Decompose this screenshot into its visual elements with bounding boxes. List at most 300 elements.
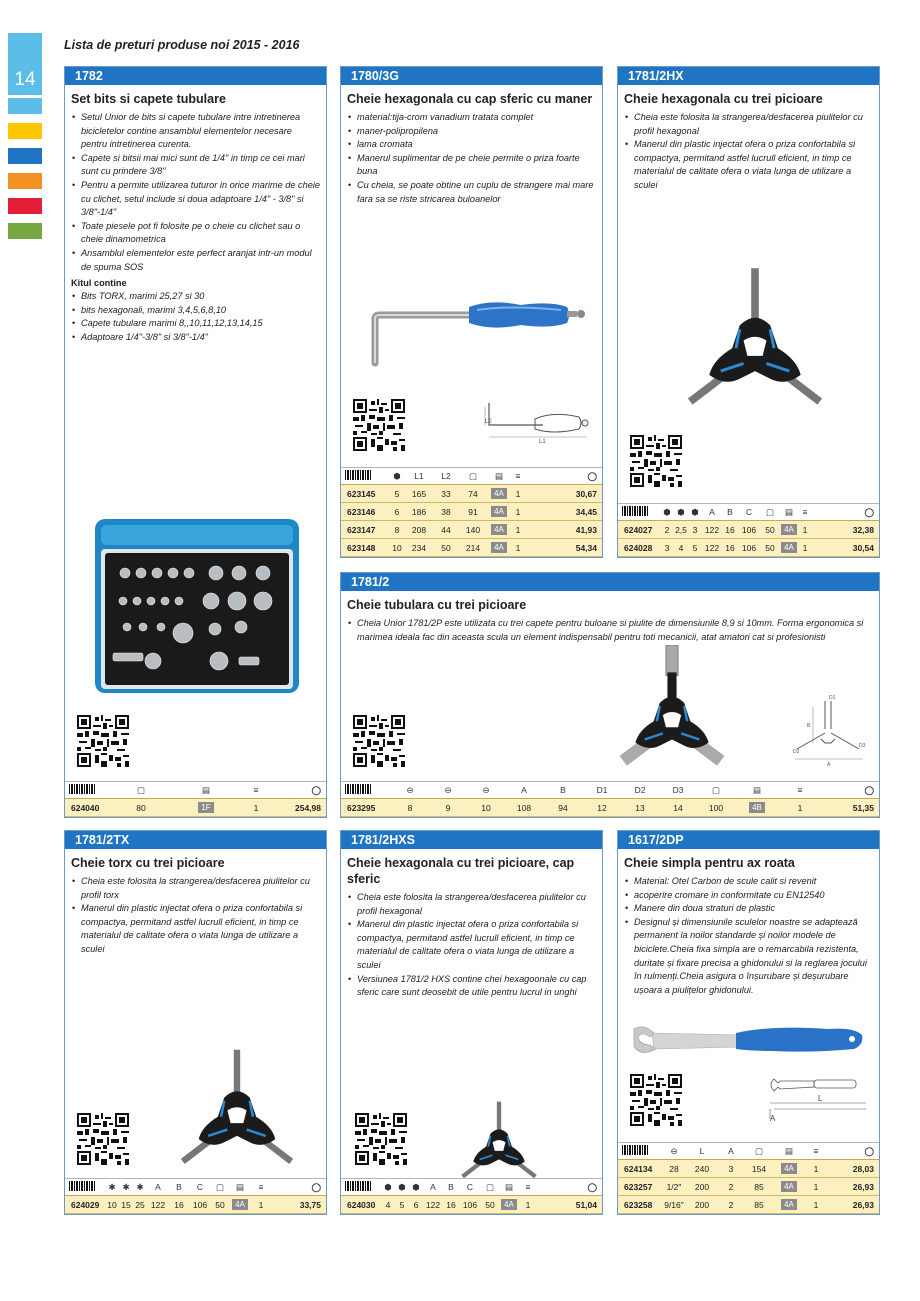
qr-code <box>630 1074 682 1126</box>
col-header: B <box>176 1182 182 1192</box>
size-cell: 3 <box>692 524 698 535</box>
product-title: Cheie hexagonala cu trei picioare, cap sferic <box>347 856 575 886</box>
l1-cell: 165 <box>411 488 427 499</box>
package-icon: ▤ <box>784 506 794 517</box>
qr-code <box>353 715 405 767</box>
kit-item: • Bits TORX, marimi 25,27 si 30 <box>71 290 320 304</box>
hex-icon: ⬢ <box>384 1181 392 1192</box>
feature-item: • Setul Unior de bits si capete tubulare intre intretinerea bicicletelor contine ansamblul elementelor necesare pentru intretinerea curenta. <box>71 111 320 152</box>
price-table <box>341 467 602 557</box>
quantity-cell: 1 <box>813 1163 819 1174</box>
price-cell: 28,03 <box>852 1163 874 1174</box>
feature-item: • Manerul din plastic injectat ofera o priza confortabila si compactya, permitand astfel lucrull eficient, in timp ce materialul de calitate ofera o viata lunga de utilizare a sculei <box>624 138 873 192</box>
weight-icon: ▢ <box>468 470 478 481</box>
d3-cell: 14 <box>673 802 683 813</box>
product-code-header: 1781/2 <box>341 573 879 591</box>
table-row <box>341 503 602 521</box>
col-header: A <box>155 1182 161 1192</box>
package-icon: ▤ <box>504 1181 514 1192</box>
product-code-header: 1781/2TX <box>65 831 326 849</box>
quantity-icon: ≡ <box>802 507 808 517</box>
product-code: 623295 <box>347 802 376 813</box>
b-cell: 16 <box>174 1199 184 1210</box>
product-image-three-way-torx <box>169 1037 305 1171</box>
hex-icon: ⬢ <box>393 470 401 481</box>
table-header <box>65 781 326 799</box>
product-image-three-way-hex <box>670 253 840 413</box>
product-code-header: 1781/2HXS <box>341 831 602 849</box>
l1-cell: 234 <box>411 542 427 553</box>
product-code-header: 1617/2DP <box>618 831 879 849</box>
price-cell: 41,93 <box>575 524 597 535</box>
product-code: 623145 <box>347 488 376 499</box>
product-code: 624040 <box>71 802 100 813</box>
qr-code <box>353 399 405 451</box>
product-code: 623148 <box>347 542 376 553</box>
table-header <box>65 1178 326 1196</box>
a-cell: 2 <box>728 1181 734 1192</box>
page-title: Lista de preturi produse noi 2015 - 2016 <box>64 38 300 52</box>
weight-cell: 154 <box>751 1163 767 1174</box>
size-cell: 6 <box>394 506 400 517</box>
size-cell: 2,5 <box>675 524 687 535</box>
feature-list <box>65 873 326 957</box>
size-cell: 8 <box>407 802 413 813</box>
feature-item: • material:tija-crom vanadium tratata complet <box>347 111 596 125</box>
col-header: D2 <box>634 785 646 795</box>
col-header: D1 <box>596 785 608 795</box>
hex-icon: ⬢ <box>663 506 671 517</box>
weight-cell: 50 <box>485 1199 495 1210</box>
dimension-drawing <box>483 395 595 445</box>
weight-cell: 50 <box>215 1199 225 1210</box>
qr-code <box>355 1113 407 1165</box>
col-header: C <box>745 507 753 517</box>
a-cell: 3 <box>728 1163 734 1174</box>
col-header: A <box>430 1182 436 1192</box>
page-number-tab <box>8 33 42 95</box>
col-header: A <box>709 507 715 517</box>
feature-item: • Cheia este folosita la strangerea/desfacerea piulitelor cu profil hexagonal <box>624 111 873 138</box>
dim-label: L1 <box>539 439 546 445</box>
socket-icon: ⊖ <box>406 784 414 795</box>
coins-icon: ◯ <box>311 1181 321 1192</box>
l-cell: 200 <box>694 1199 710 1210</box>
barcode-icon <box>618 1145 662 1157</box>
table-header <box>618 1142 879 1160</box>
pack-badge: 4A <box>781 1181 797 1192</box>
coins-icon: ◯ <box>587 470 597 481</box>
dim-label: A <box>827 762 831 767</box>
coins-icon: ◯ <box>864 784 874 795</box>
product-title: Set bits si capete tubulare <box>71 92 226 106</box>
torx-icon: ✱ <box>122 1181 130 1192</box>
feature-item: • Manerul din plastic injectat ofera o priza confortabila si compactya, permitand astfel lucrull eficient, in timp ce materialul de calitate ofera o viata lunga de utilizare a sculei <box>347 918 596 972</box>
col-header: L <box>699 1146 705 1156</box>
pack-badge: 4A <box>491 542 507 553</box>
b-cell: 94 <box>558 802 568 813</box>
col-header: L2 <box>441 471 451 481</box>
barcode-icon <box>618 506 660 518</box>
feature-list <box>618 873 879 997</box>
l-cell: 240 <box>694 1163 710 1174</box>
coins-icon: ◯ <box>864 506 874 517</box>
dim-label: D3 <box>859 743 866 749</box>
product-title: Cheie tubulara cu trei picioare <box>347 598 527 612</box>
price-cell: 33,75 <box>299 1199 321 1210</box>
hex-icon: ⬢ <box>412 1181 420 1192</box>
feature-item: • Manere din doua straturi de plastic <box>624 902 873 916</box>
kit-subtitle: Kitul contine <box>71 278 127 289</box>
weight-cell: 74 <box>468 488 478 499</box>
product-code: 624030 <box>347 1199 376 1210</box>
price-cell: 32,38 <box>852 524 874 535</box>
color-swatch-yellow <box>8 123 42 139</box>
price-cell: 51,35 <box>852 802 874 813</box>
dim-label: L <box>818 1094 823 1103</box>
table-row <box>618 1160 879 1178</box>
package-icon: ▤ <box>494 470 504 481</box>
b-cell: 16 <box>446 1199 456 1210</box>
feature-list <box>341 889 602 1000</box>
pack-badge: 4A <box>781 1199 797 1210</box>
quantity-cell: 1 <box>525 1199 531 1210</box>
size-cell: 5 <box>399 1199 405 1210</box>
quantity-icon: ≡ <box>515 471 521 481</box>
product-code: 623258 <box>624 1199 653 1210</box>
color-swatch-red <box>8 198 42 214</box>
c-cell: 106 <box>192 1199 208 1210</box>
feature-item: • Cheia este folosita la strangerea/desfacerea piulitelor cu profil torx <box>71 875 320 902</box>
package-icon: ▤ <box>235 1181 245 1192</box>
product-title: Cheie hexagonala cu trei picioare <box>624 92 823 106</box>
col-header: B <box>560 785 566 795</box>
size-cell: 10 <box>392 542 402 553</box>
product-code-header: 1780/3G <box>341 67 602 85</box>
weight-cell: 85 <box>754 1199 764 1210</box>
col-header: C <box>196 1182 204 1192</box>
socket-icon: ⊖ <box>482 784 490 795</box>
product-panel-1781-2hxs <box>340 830 603 1215</box>
size-cell: 4 <box>385 1199 391 1210</box>
table-row <box>341 799 879 817</box>
table-header <box>618 503 879 521</box>
feature-item: • Versiunea 1781/2 HXS contine chei hexagoonale cu cap sferic care sunt deosebit de utile pentru lucrul in unghi <box>347 973 596 1000</box>
a-cell: 108 <box>516 802 532 813</box>
size-cell: 15 <box>121 1199 131 1210</box>
pack-badge: 4A <box>781 542 797 553</box>
feature-item: • acoperire cromare in conformitate cu EN12540 <box>624 889 873 903</box>
l2-cell: 33 <box>441 488 451 499</box>
dim-label: L2 <box>485 419 492 425</box>
l2-cell: 44 <box>441 524 451 535</box>
product-image-bit-set-case <box>91 515 303 697</box>
c-cell: 106 <box>462 1199 478 1210</box>
product-image-three-way-socket <box>595 645 749 773</box>
product-code: 623146 <box>347 506 376 517</box>
l2-cell: 50 <box>441 542 451 553</box>
feature-item: • Manerul suplimentar de pe cheie permite o priza foarte buna <box>347 152 596 179</box>
table-row <box>618 1178 879 1196</box>
feature-item: • lama cromata <box>347 138 596 152</box>
color-swatch-light-blue <box>8 98 42 114</box>
weight-cell: 50 <box>765 542 775 553</box>
product-panel-1780-3g <box>340 66 603 558</box>
quantity-cell: 1 <box>802 542 808 553</box>
weight-icon: ▢ <box>215 1181 225 1192</box>
size-cell: 5 <box>692 542 698 553</box>
weight-cell: 214 <box>465 542 481 553</box>
col-header: C <box>466 1182 474 1192</box>
c-cell: 106 <box>741 542 757 553</box>
price-cell: 34,45 <box>575 506 597 517</box>
product-code-header: 1782 <box>65 67 326 85</box>
feature-list <box>341 615 879 644</box>
size-cell: 9/16" <box>664 1199 684 1210</box>
socket-icon: ⊖ <box>444 784 452 795</box>
size-cell: 25 <box>135 1199 145 1210</box>
product-panel-1782 <box>64 66 327 818</box>
pack-badge: 4B <box>749 802 765 813</box>
size-cell: 3 <box>664 542 670 553</box>
torx-icon: ✱ <box>108 1181 116 1192</box>
product-code: 623257 <box>624 1181 653 1192</box>
a-cell: 122 <box>704 524 720 535</box>
size-cell: 9 <box>445 802 451 813</box>
kit-item: • Adaptoare 1/4"-3/8" si 3/8"-1/4" <box>71 331 320 345</box>
hex-icon: ⬢ <box>398 1181 406 1192</box>
coins-icon: ◯ <box>587 1181 597 1192</box>
size-cell: 5 <box>394 488 400 499</box>
product-panel-1781-2 <box>340 572 880 818</box>
a-cell: 122 <box>150 1199 166 1210</box>
quantity-cell: 1 <box>515 524 521 535</box>
price-cell: 54,34 <box>575 542 597 553</box>
price-cell: 30,67 <box>575 488 597 499</box>
table-row <box>341 539 602 557</box>
table-row <box>341 1196 602 1214</box>
price-table <box>65 1178 326 1214</box>
product-panel-1617-2dp <box>617 830 880 1215</box>
price-cell: 30,54 <box>852 542 874 553</box>
pack-badge: 1F <box>198 802 213 813</box>
c-cell: 106 <box>741 524 757 535</box>
pack-badge: 4A <box>501 1199 517 1210</box>
dim-label: A <box>770 1114 776 1123</box>
col-header: B <box>727 507 733 517</box>
quantity-cell: 1 <box>515 542 521 553</box>
feature-item: • Cheia este folosita la strangerea/desfacerea piulitelor cu profil hexagonal <box>347 891 596 918</box>
color-swatch-blue <box>8 148 42 164</box>
hex-icon: ⬢ <box>691 506 699 517</box>
table-header <box>341 1178 602 1196</box>
feature-item: • maner-polipropilena <box>347 125 596 139</box>
product-code: 624028 <box>624 542 653 553</box>
price-cell: 254,98 <box>295 802 321 813</box>
size-cell: 1/2" <box>666 1181 682 1192</box>
col-header: A <box>521 785 527 795</box>
price-cell: 26,93 <box>852 1199 874 1210</box>
price-table <box>618 503 879 557</box>
product-image-three-way-ball-hex <box>449 1093 549 1183</box>
quantity-cell: 1 <box>515 506 521 517</box>
weight-cell: 85 <box>754 1181 764 1192</box>
quantity-cell: 1 <box>797 802 803 813</box>
product-code: 623147 <box>347 524 376 535</box>
table-row <box>618 539 879 557</box>
product-panel-1781-2tx <box>64 830 327 1215</box>
table-row <box>65 1196 326 1214</box>
feature-item: • Ansamblul elementelor este perfect aranjat intr-un modul de spuma SOS <box>71 247 320 274</box>
feature-list <box>618 109 879 193</box>
wrench-size-icon: ⊖ <box>670 1145 678 1156</box>
product-code: 624029 <box>71 1199 100 1210</box>
pack-badge: 4A <box>781 1163 797 1174</box>
feature-item: • Pentru a permite utilizarea tuturor in orice marime de cheie cu clichet, setul include si doua adaptoare 1/4" - 3/8" si 3/8"-1/4" <box>71 179 320 220</box>
table-row <box>341 485 602 503</box>
product-code: 624027 <box>624 524 653 535</box>
weight-cell: 50 <box>765 524 775 535</box>
weight-icon: ▢ <box>485 1181 495 1192</box>
pack-badge: 4A <box>491 524 507 535</box>
weight-cell: 140 <box>465 524 481 535</box>
product-code-header: 1781/2HX <box>618 67 879 85</box>
col-header: L1 <box>414 471 424 481</box>
quantity-icon: ≡ <box>813 1146 819 1156</box>
quantity-cell: 1 <box>813 1181 819 1192</box>
col-header: D3 <box>672 785 684 795</box>
feature-list <box>341 109 602 206</box>
package-icon: ▤ <box>784 1145 794 1156</box>
weight-icon: ▢ <box>754 1145 764 1156</box>
weight-cell: 91 <box>468 506 478 517</box>
price-table <box>341 1178 602 1214</box>
package-icon: ▤ <box>201 784 211 795</box>
col-header: A <box>728 1146 734 1156</box>
product-code: 624134 <box>624 1163 653 1174</box>
package-icon: ▤ <box>752 784 762 795</box>
hex-icon: ⬢ <box>677 506 685 517</box>
dim-label: B <box>807 723 811 729</box>
barcode-icon <box>65 1181 105 1193</box>
price-table <box>65 781 326 817</box>
pack-badge: 4A <box>781 524 797 535</box>
dimension-drawing <box>791 693 871 767</box>
l1-cell: 186 <box>411 506 427 517</box>
color-swatch-orange <box>8 173 42 189</box>
quantity-cell: 1 <box>813 1199 819 1210</box>
size-cell: 10 <box>481 802 491 813</box>
product-title: Cheie torx cu trei picioare <box>71 856 225 870</box>
l-cell: 200 <box>694 1181 710 1192</box>
col-header: B <box>448 1182 454 1192</box>
dimension-drawing <box>766 1069 870 1123</box>
size-cell: 2 <box>664 524 670 535</box>
pack-badge: 4A <box>491 488 507 499</box>
qr-code <box>630 435 682 487</box>
quantity-cell: 1 <box>253 802 259 813</box>
page-number: 14 <box>14 69 36 90</box>
table-row <box>618 1196 879 1214</box>
pieces-cell: 80 <box>136 802 146 813</box>
a-cell: 122 <box>425 1199 441 1210</box>
product-panel-1781-2hx <box>617 66 880 558</box>
feature-item: • Capete si bitsii mai mici sunt de 1/4" in timp ce cei mari sunt cu prindere 3/8" <box>71 152 320 179</box>
feature-item: • Cheia Unior 1781/2P este utilizata cu trei capete pentru buloane si piulite de dimensiunile 8,9 si 10mm. Forma ergonomica si marimea ideala fac din aceasta scula un element indispensabil pentru toti mecanicii, atat amatori cat si profesionisti <box>347 617 873 644</box>
coins-icon: ◯ <box>864 1145 874 1156</box>
pack-badge: 4A <box>232 1199 248 1210</box>
l2-cell: 38 <box>441 506 451 517</box>
price-table <box>341 781 879 817</box>
torx-icon: ✱ <box>136 1181 144 1192</box>
quantity-icon: ≡ <box>525 1182 531 1192</box>
coins-icon: ◯ <box>311 784 321 795</box>
feature-item: • Designul și dimensiunile sculelor noastre se adaptează permanent la noilor standarde și noilor modele de biciclete.Cheia fixa simpla are o remarcabila rezistenta, duritate și fixare precisa a ghidonului si la reglarea jocului în rulmenți.Cheia asigura o înșurubare și deșurubare ușoara a piulițelor ghidonului. <box>624 916 873 998</box>
b-cell: 16 <box>725 542 735 553</box>
table-row <box>341 521 602 539</box>
qr-code <box>77 1113 129 1165</box>
d2-cell: 13 <box>635 802 645 813</box>
barcode-icon <box>65 784 121 796</box>
product-title: Cheie hexagonala cu cap sferic cu maner <box>347 92 593 106</box>
size-cell: 4 <box>678 542 684 553</box>
price-table <box>618 1142 879 1214</box>
quantity-cell: 1 <box>258 1199 264 1210</box>
price-cell: 51,04 <box>575 1199 597 1210</box>
feature-item: • Manerul din plastic injectat ofera o priza confortabila si compactya, permitand astfel lucrull eficient, in timp ce materialul de calitate ofera o viata lunga de utilizare a sculei <box>71 902 320 956</box>
kit-item: • Capete tubulare marimi 8,,10,11,12,13,14,15 <box>71 317 320 331</box>
a-cell: 2 <box>728 1199 734 1210</box>
l1-cell: 208 <box>411 524 427 535</box>
b-cell: 16 <box>725 524 735 535</box>
price-cell: 26,93 <box>852 1181 874 1192</box>
d1-cell: 12 <box>597 802 607 813</box>
dim-label: D2 <box>793 749 800 755</box>
feature-list <box>65 109 326 274</box>
barcode-icon <box>341 470 389 482</box>
color-swatch-green <box>8 223 42 239</box>
product-title: Cheie simpla pentru ax roata <box>624 856 795 870</box>
quantity-icon: ≡ <box>797 785 803 795</box>
table-row <box>65 799 326 817</box>
barcode-icon <box>341 784 391 796</box>
a-cell: 122 <box>704 542 720 553</box>
product-image-hex-key-handle <box>361 293 591 373</box>
kit-item: • bits hexagonali, marimi 3,4,5,6,8,10 <box>71 304 320 318</box>
quantity-cell: 1 <box>515 488 521 499</box>
barcode-icon <box>341 1181 381 1193</box>
kit-list <box>65 288 326 344</box>
weight-icon: ▢ <box>711 784 721 795</box>
size-cell: 6 <box>413 1199 419 1210</box>
weight-icon: ▢ <box>765 506 775 517</box>
size-cell: 10 <box>107 1199 117 1210</box>
table-header <box>341 781 879 799</box>
pieces-icon: ▢ <box>136 784 146 795</box>
quantity-icon: ≡ <box>253 785 259 795</box>
feature-item: • Toate piesele pot fi folosite pe o cheie cu clichet sau o cheie dinamometrica <box>71 220 320 247</box>
table-row <box>618 521 879 539</box>
product-image-cone-wrench <box>632 1019 868 1065</box>
quantity-cell: 1 <box>802 524 808 535</box>
quantity-icon: ≡ <box>258 1182 264 1192</box>
table-header <box>341 467 602 485</box>
size-cell: 28 <box>669 1163 679 1174</box>
feature-item: • Material: Otel Carbon de scule calit si revenit <box>624 875 873 889</box>
feature-item: • Cu cheia, se poate obtine un cuplu de strangere mai mare fara sa se riste stricarea buloanelor <box>347 179 596 206</box>
pack-badge: 4A <box>491 506 507 517</box>
size-cell: 8 <box>394 524 400 535</box>
